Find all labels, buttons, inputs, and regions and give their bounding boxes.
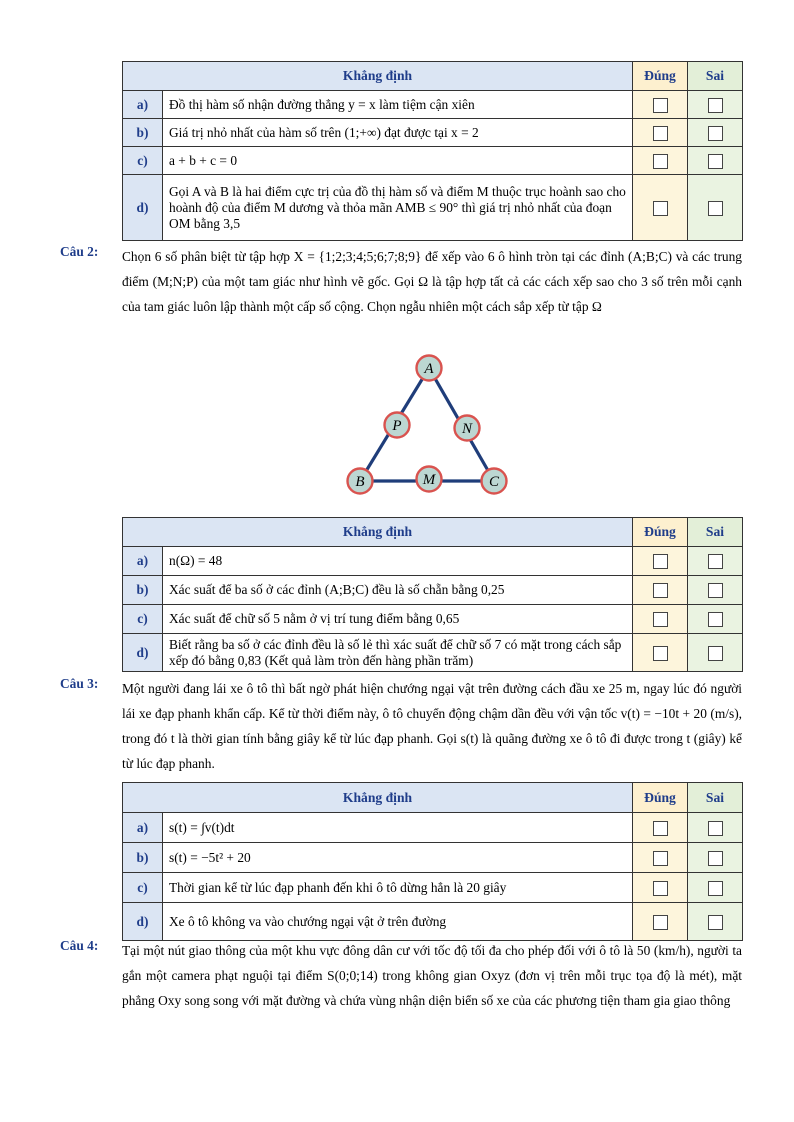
- node-b: [348, 469, 373, 494]
- false-checkbox[interactable]: [688, 813, 743, 843]
- node-n-label: N: [461, 421, 473, 437]
- header-claim: Khẳng định: [123, 518, 633, 547]
- row-label: b): [123, 843, 163, 873]
- true-checkbox[interactable]: [633, 147, 688, 175]
- question-number: Câu 4:: [60, 938, 99, 953]
- true-checkbox[interactable]: [633, 634, 688, 672]
- false-checkbox[interactable]: [688, 634, 743, 672]
- row-label: c): [123, 873, 163, 903]
- header-true: Đúng: [633, 783, 688, 813]
- row-claim: Gọi A và B là hai điểm cực trị của đồ thị hàm số và điểm M thuộc trục hoành sao cho hoành độ của điểm M dương và thỏa mãn AMB ≤ 90° thì giá trị nhỏ nhất của đoạn OM bằng 3,5: [163, 175, 633, 241]
- row-claim: Xe ô tô không va vào chướng ngại vật ở trên đường: [163, 903, 633, 941]
- question-text: Một người đang lái xe ô tô thì bất ngờ phát hiện chướng ngại vật trên đường cách đầu xe 25 m, ngay lúc đó người lái xe đạp phanh khẩn cấp. Kể từ thời điểm này, ô tô chuyển động chậm dần đều với vận tốc v(t) = −10t + 20 (m/s), trong đó t là thời gian tính bằng giây kể từ lúc đạp phanh. Gọi s(t) là quãng đường xe ô tô đi được trong t (giây) kể từ lúc đạp phanh.: [122, 681, 742, 771]
- true-checkbox[interactable]: [633, 175, 688, 241]
- claims-table-2: [122, 517, 743, 672]
- header-claim: Khẳng định: [123, 62, 633, 91]
- table-header-row: [123, 62, 743, 91]
- row-label: d): [123, 634, 163, 672]
- node-c-label: C: [488, 474, 500, 490]
- row-label: b): [123, 119, 163, 147]
- header-false: Sai: [688, 783, 743, 813]
- table-header-row: [123, 783, 743, 813]
- header-false: Sai: [688, 518, 743, 547]
- claims-table-3: [122, 782, 743, 941]
- false-checkbox[interactable]: [688, 843, 743, 873]
- true-checkbox[interactable]: [633, 903, 688, 941]
- node-a-label: A: [424, 361, 434, 377]
- row-label: a): [123, 813, 163, 843]
- table-row: [123, 873, 743, 903]
- row-claim: s(t) = ∫v(t)dt: [163, 813, 633, 843]
- table-row: [123, 147, 743, 175]
- table-row: [123, 175, 743, 241]
- claims-table-1: [122, 61, 743, 241]
- table-row: [123, 634, 743, 672]
- table-row: [123, 813, 743, 843]
- false-checkbox[interactable]: [688, 873, 743, 903]
- table-row: [123, 576, 743, 605]
- question-number: Câu 2:: [60, 244, 99, 259]
- true-checkbox[interactable]: [633, 91, 688, 119]
- header-false: Sai: [688, 62, 743, 91]
- row-claim: a + b + c = 0: [163, 147, 633, 175]
- row-claim: Biết rằng ba số ở các đỉnh đều là số lẻ thì xác suất để chữ số 7 có mặt trong cách sắp xếp đó bằng 0,83 (Kết quả làm tròn đến hàng phần trăm): [163, 634, 633, 672]
- header-true: Đúng: [633, 518, 688, 547]
- table-row: [123, 605, 743, 634]
- node-p: [385, 413, 410, 438]
- node-m-label: M: [422, 472, 436, 488]
- false-checkbox[interactable]: [688, 147, 743, 175]
- true-checkbox[interactable]: [633, 605, 688, 634]
- false-checkbox[interactable]: [688, 119, 743, 147]
- true-checkbox[interactable]: [633, 843, 688, 873]
- node-m: [417, 467, 442, 492]
- row-claim: Xác suất để chữ số 5 nằm ở vị trí tung điểm bằng 0,65: [163, 605, 633, 634]
- table-row: [123, 903, 743, 941]
- question-text: Chọn 6 số phân biệt từ tập hợp X = {1;2;3;4;5;6;7;8;9} để xếp vào 6 ô hình tròn tại các đỉnh (A;B;C) và các trung điểm (M;N;P) của một tam giác như hình vẽ gốc. Gọi Ω là tập hợp tất cả các cách xếp sao cho 3 số trên mỗi cạnh của tam giác luôn lập thành một cấp số cộng. Chọn ngẫu nhiên một cách sắp xếp từ tập Ω: [122, 249, 742, 314]
- node-a: [417, 356, 442, 381]
- header-claim: Khẳng định: [123, 783, 633, 813]
- row-label: d): [123, 903, 163, 941]
- table-row: [123, 119, 743, 147]
- row-label: c): [123, 147, 163, 175]
- row-claim: Thời gian kể từ lúc đạp phanh đến khi ô tô dừng hẳn là 20 giây: [163, 873, 633, 903]
- true-checkbox[interactable]: [633, 119, 688, 147]
- true-checkbox[interactable]: [633, 813, 688, 843]
- false-checkbox[interactable]: [688, 605, 743, 634]
- triangle-figure: [340, 350, 520, 498]
- false-checkbox[interactable]: [688, 91, 743, 119]
- row-claim: s(t) = −5t² + 20: [163, 843, 633, 873]
- row-label: d): [123, 175, 163, 241]
- true-checkbox[interactable]: [633, 873, 688, 903]
- row-claim: Đồ thị hàm số nhận đường thẳng y = x làm tiệm cận xiên: [163, 91, 633, 119]
- row-label: c): [123, 605, 163, 634]
- row-claim: n(Ω) = 48: [163, 547, 633, 576]
- question-text: Tại một nút giao thông của một khu vực đông dân cư với tốc độ tối đa cho phép đối với ô tô là 50 (km/h), người ta gắn một camera phạt nguội tại điểm S(0;0;14) trong không gian Oxyz (đơn vị trên mỗi trục tọa độ là mét), mặt phẳng Oxy song song với mặt đường và chứa vùng nhận diện biển số xe của các phương tiện tham gia giao thông: [122, 943, 742, 1008]
- table-row: [123, 843, 743, 873]
- node-p-label: P: [392, 418, 402, 434]
- node-n: [455, 416, 480, 441]
- row-label: a): [123, 547, 163, 576]
- row-claim: Xác suất để ba số ở các đỉnh (A;B;C) đều là số chẵn bằng 0,25: [163, 576, 633, 605]
- row-claim: Giá trị nhỏ nhất của hàm số trên (1;+∞) đạt được tại x = 2: [163, 119, 633, 147]
- row-label: b): [123, 576, 163, 605]
- table-header-row: [123, 518, 743, 547]
- node-b-label: B: [355, 474, 365, 490]
- true-checkbox[interactable]: [633, 576, 688, 605]
- question-number: Câu 3:: [60, 676, 99, 691]
- false-checkbox[interactable]: [688, 576, 743, 605]
- header-true: Đúng: [633, 62, 688, 91]
- false-checkbox[interactable]: [688, 175, 743, 241]
- row-label: a): [123, 91, 163, 119]
- table-row: [123, 91, 743, 119]
- node-c: [482, 469, 507, 494]
- table-row: [123, 547, 743, 576]
- false-checkbox[interactable]: [688, 903, 743, 941]
- true-checkbox[interactable]: [633, 547, 688, 576]
- false-checkbox[interactable]: [688, 547, 743, 576]
